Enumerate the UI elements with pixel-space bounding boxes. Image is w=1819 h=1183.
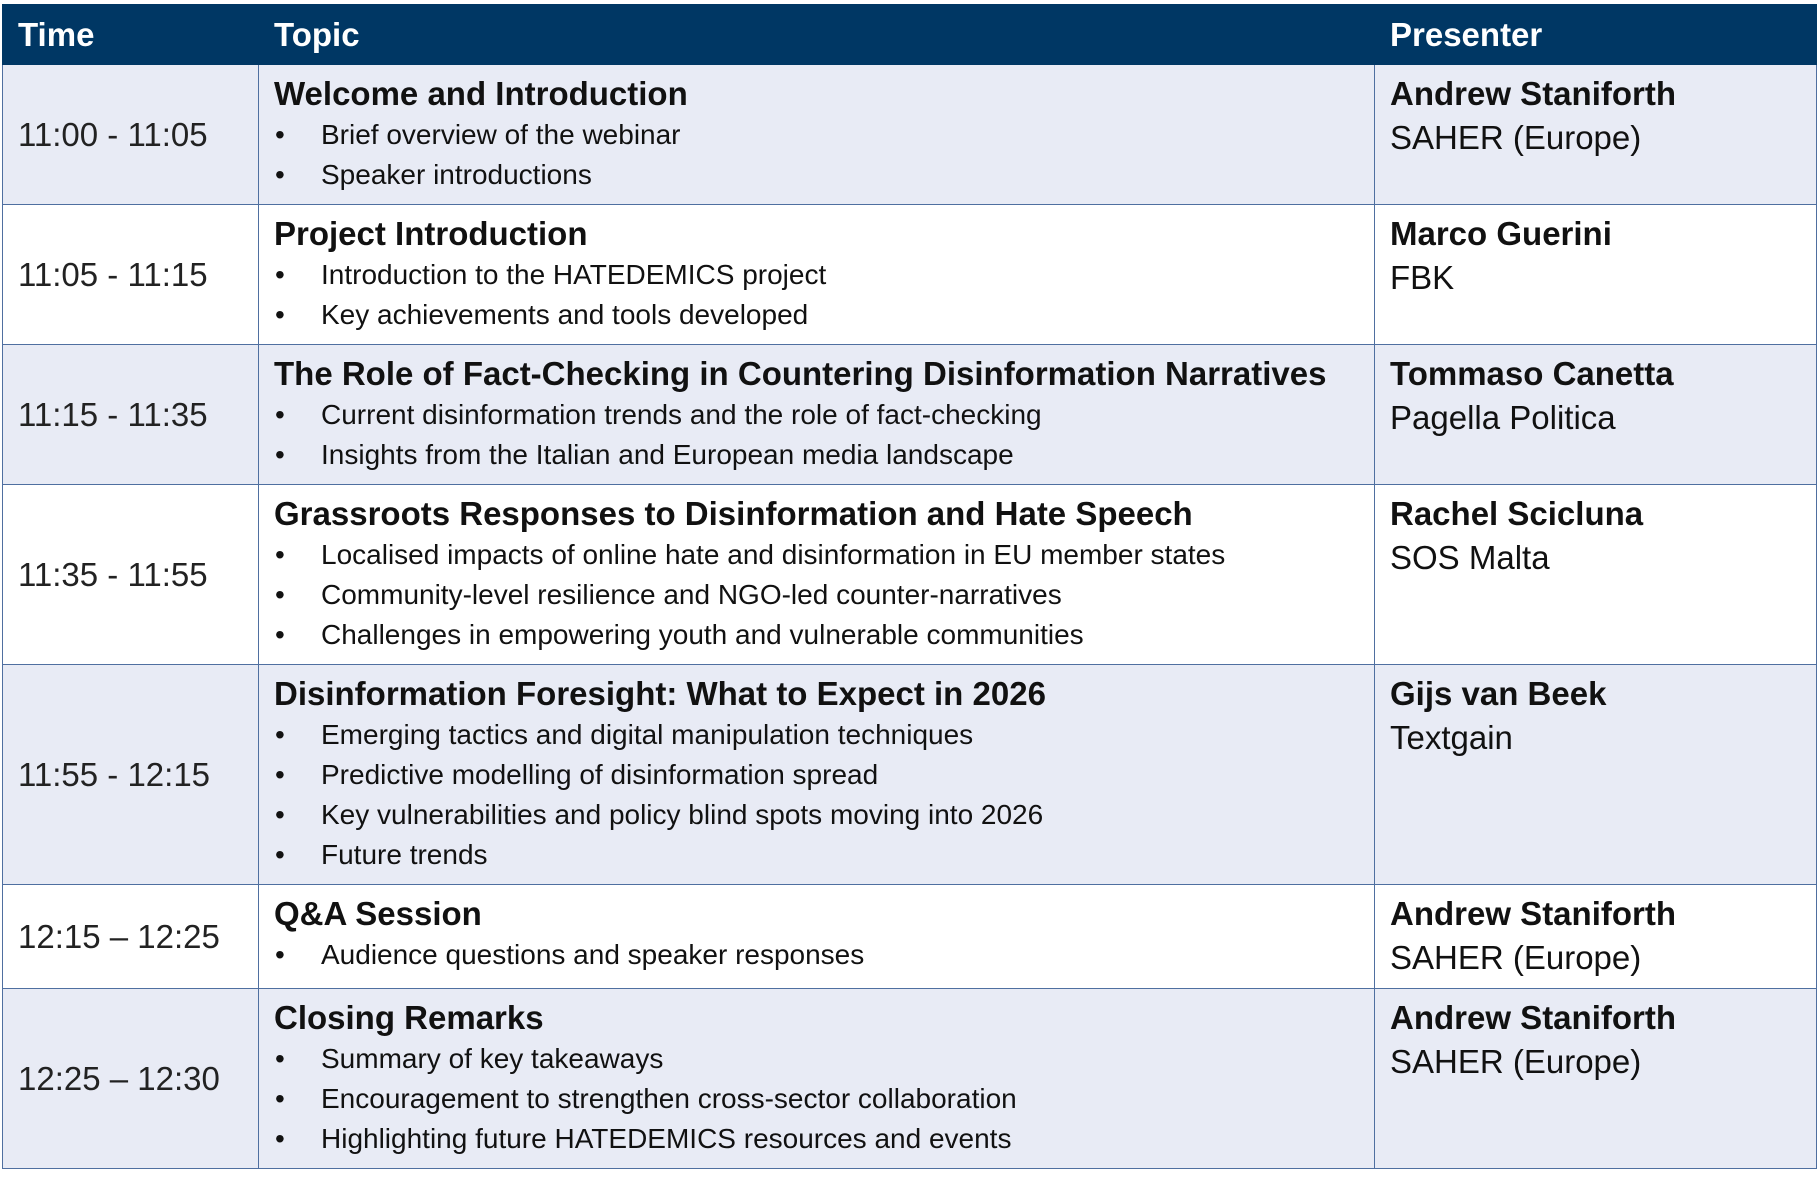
topic-bullets — [274, 115, 1374, 201]
presenter-name: Andrew Staniforth — [1390, 895, 1676, 932]
time-cell: 11:35 - 11:55 — [3, 485, 259, 665]
agenda-row — [3, 989, 1817, 1169]
time-cell: 11:55 - 12:15 — [3, 665, 259, 885]
topic-title: The Role of Fact-Checking in Countering Disinformation Narratives — [274, 355, 1327, 392]
bullet-item: • Community-level resilience and NGO-led counter-narratives — [274, 575, 1374, 615]
bullet-item: • Challenges in empowering youth and vulnerable communities — [274, 615, 1374, 655]
presenter-cell — [1375, 65, 1817, 205]
presenter-cell — [1375, 485, 1817, 665]
presenter-cell — [1375, 345, 1817, 485]
topic-title: Welcome and Introduction — [274, 75, 688, 112]
topic-bullets — [274, 1039, 1374, 1165]
bullet-item: • Insights from the Italian and European media landscape — [274, 435, 1374, 475]
bullet-item: • Highlighting future HATEDEMICS resources and events — [274, 1119, 1374, 1159]
bullet-item: • Future trends — [274, 835, 1374, 875]
topic-title: Project Introduction — [274, 215, 588, 252]
bullet-item: • Encouragement to strengthen cross-sector collaboration — [274, 1079, 1374, 1119]
bullet-item: • Key vulnerabilities and policy blind spots moving into 2026 — [274, 795, 1374, 835]
bullet-item: • Localised impacts of online hate and disinformation in EU member states — [274, 535, 1374, 575]
presenter-org: SAHER (Europe) — [1390, 1043, 1642, 1080]
topic-cell — [259, 989, 1375, 1169]
presenter-cell — [1375, 885, 1817, 989]
topic-cell — [259, 665, 1375, 885]
topic-cell — [259, 65, 1375, 205]
agenda-row — [3, 485, 1817, 665]
bullet-item: • Audience questions and speaker responses — [274, 935, 1374, 975]
header-row — [3, 5, 1817, 65]
time-cell: 12:25 – 12:30 — [3, 989, 259, 1169]
presenter-cell — [1375, 665, 1817, 885]
presenter-name: Rachel Scicluna — [1390, 495, 1644, 532]
time-cell: 11:05 - 11:15 — [3, 205, 259, 345]
bullet-item: • Brief overview of the webinar — [274, 115, 1374, 155]
bullet-item: • Emerging tactics and digital manipulation techniques — [274, 715, 1374, 755]
presenter-org: SAHER (Europe) — [1390, 939, 1642, 976]
presenter-name: Andrew Staniforth — [1390, 75, 1676, 112]
bullet-item: • Speaker introductions — [274, 155, 1374, 195]
topic-cell — [259, 885, 1375, 989]
presenter-org: SOS Malta — [1390, 539, 1550, 576]
bullet-item: • Current disinformation trends and the role of fact-checking — [274, 395, 1374, 435]
topic-bullets — [274, 395, 1374, 481]
agenda-row — [3, 205, 1817, 345]
presenter-org: FBK — [1390, 259, 1455, 296]
presenter-name: Tommaso Canetta — [1390, 355, 1674, 392]
agenda-row — [3, 65, 1817, 205]
bullet-item: • Predictive modelling of disinformation spread — [274, 755, 1374, 795]
topic-title: Grassroots Responses to Disinformation and Hate Speech — [274, 495, 1193, 532]
bullet-item: • Key achievements and tools developed — [274, 295, 1374, 335]
topic-title: Q&A Session — [274, 895, 482, 932]
header-presenter: Presenter — [1375, 5, 1817, 65]
bullet-item: • Summary of key takeaways — [274, 1039, 1374, 1079]
presenter-org: SAHER (Europe) — [1390, 119, 1642, 156]
presenter-cell — [1375, 989, 1817, 1169]
topic-title: Disinformation Foresight: What to Expect in 2026 — [274, 675, 1046, 712]
agenda-row — [3, 345, 1817, 485]
agenda-row — [3, 885, 1817, 989]
topic-cell — [259, 345, 1375, 485]
topic-bullets — [274, 935, 1374, 981]
presenter-org: Pagella Politica — [1390, 399, 1616, 436]
topic-bullets — [274, 255, 1374, 341]
presenter-name: Andrew Staniforth — [1390, 999, 1676, 1036]
header-topic: Topic — [259, 5, 1375, 65]
time-cell: 11:00 - 11:05 — [3, 65, 259, 205]
topic-bullets — [274, 535, 1374, 661]
agenda-row — [3, 665, 1817, 885]
presenter-name: Gijs van Beek — [1390, 675, 1607, 712]
header-time: Time — [3, 5, 259, 65]
agenda-table — [2, 4, 1817, 1169]
presenter-org: Textgain — [1390, 719, 1513, 756]
topic-cell — [259, 485, 1375, 665]
topic-cell — [259, 205, 1375, 345]
topic-bullets — [274, 715, 1374, 881]
time-cell: 11:15 - 11:35 — [3, 345, 259, 485]
presenter-name: Marco Guerini — [1390, 215, 1612, 252]
bullet-item: • Introduction to the HATEDEMICS project — [274, 255, 1374, 295]
presenter-cell — [1375, 205, 1817, 345]
time-cell: 12:15 – 12:25 — [3, 885, 259, 989]
topic-title: Closing Remarks — [274, 999, 544, 1036]
